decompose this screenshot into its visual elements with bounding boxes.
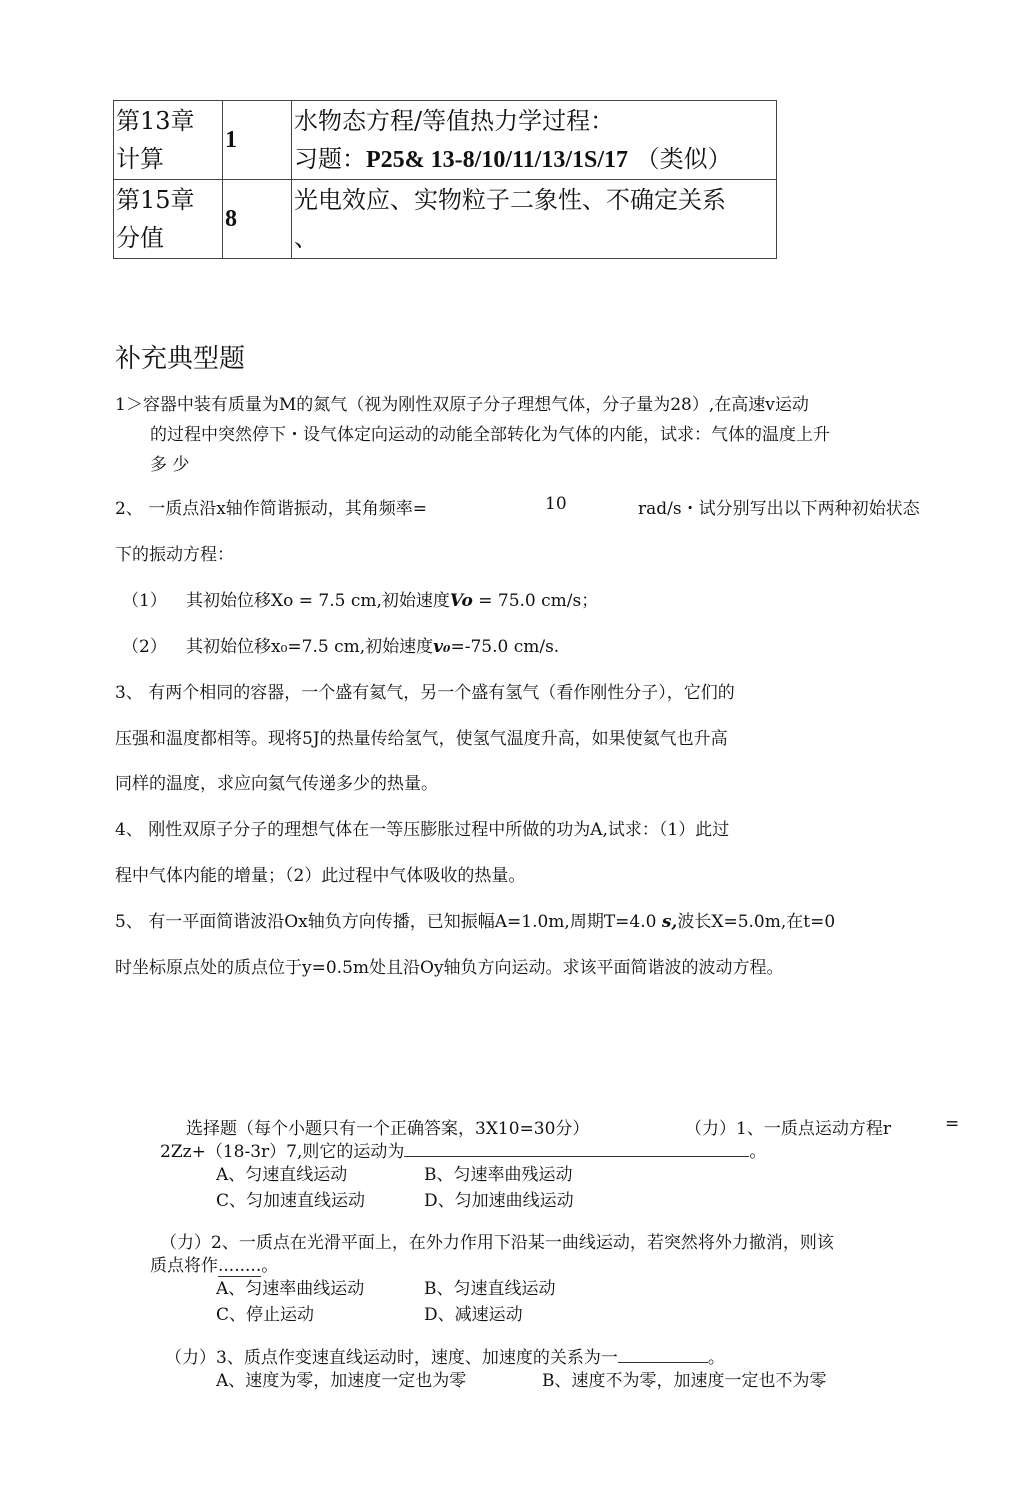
content-suffix: （类似）: [635, 144, 732, 173]
mc-q1-line-2: [160, 1137, 766, 1162]
question-text: 质点将作: [150, 1256, 218, 1276]
problem-1-line-1: 1＞容器中装有质量为M的氮气（视为刚性双原子分子理想气体，分子量为28）,在高速v运动: [115, 395, 809, 415]
subquestion-1: [186, 586, 598, 611]
subquestion-text: = 75.0 cm/s；: [472, 591, 599, 611]
problem-3-line-3: 同样的温度，求应向氦气传递多少的热量。: [115, 774, 438, 794]
mc-q3-line-1: [165, 1343, 725, 1368]
content-line: 水物态方程/等值热力学过程：: [294, 106, 615, 135]
option-b: B、速度不为零，加速度一定也不为零: [542, 1371, 827, 1391]
problem-2-line-1: 2、 一质点沿x轴作简谐振动，其角频率=: [115, 499, 428, 519]
option-c: C、匀加速直线运动: [216, 1191, 366, 1211]
question-end: 。: [261, 1256, 279, 1276]
table-row: [114, 180, 777, 259]
chapter-label: 第13章: [116, 107, 195, 135]
option-d: D、匀加速曲线运动: [424, 1191, 574, 1211]
problem-4-line-2: 程中气体内能的增量；（2）此过程中气体吸收的热量。: [115, 866, 526, 886]
option-a: A、匀速直线运动: [216, 1165, 348, 1185]
question-end: 。: [749, 1142, 767, 1162]
chapter-label: 第15章: [116, 186, 195, 214]
answer-blank[interactable]: [404, 1138, 749, 1157]
exercise-list: P25& 13-8/10/11/13/1S/17: [366, 146, 629, 173]
subquestion-text: 其初始位移Xo = 7.5 cm,初始速度: [186, 591, 450, 611]
subquestion-text: =-75.0 cm/s.: [450, 637, 560, 657]
subquestion-number: （1）: [122, 591, 167, 611]
problem-3-line-1: 3、 有两个相同的容器，一个盛有氦气，另一个盛有氢气（看作刚性分子），它们的: [115, 683, 735, 703]
problem-5-line-1: [115, 907, 835, 932]
problem-1-line-3: 多 少: [150, 455, 190, 475]
content-line: 、: [294, 224, 318, 252]
problem-4-line-1: 4、 刚性双原子分子的理想气体在一等压膨胀过程中所做的功为A,试求：（1）此过: [115, 820, 730, 840]
angular-frequency-value: 10: [545, 494, 567, 514]
question-text: （力）3、质点作变速直线运动时，速度、加速度的关系为一: [165, 1348, 618, 1368]
section-title: 补充典型题: [115, 344, 246, 374]
question-text: 2Zz+（18-3r）7,则它的运动为: [160, 1142, 405, 1162]
mc-q1-line-1: （力）1、一质点运动方程r: [685, 1119, 891, 1139]
table-row: [114, 101, 777, 180]
mc-q1-equals: =: [945, 1114, 960, 1134]
score-cell: 1: [223, 101, 292, 180]
problem-2-line-1-end: rad/s・试分别写出以下两种初始状态: [638, 499, 920, 519]
chapter-type: 计算: [116, 145, 164, 173]
velocity-symbol: Vo: [449, 591, 473, 611]
chapter-cell: [114, 101, 223, 180]
mc-header: 选择题（每个小题只有一个正确答案，3X10=30分）: [186, 1119, 590, 1139]
velocity-symbol: v₀: [433, 637, 451, 657]
answer-blank[interactable]: [618, 1344, 708, 1363]
option-b: B、匀速直线运动: [424, 1279, 556, 1299]
question-end: 。: [707, 1348, 725, 1368]
option-c: C、停止运动: [216, 1305, 315, 1325]
unit-symbol: s,: [661, 912, 678, 932]
subquestion-text: 其初始位移x₀=7.5 cm,初始速度: [186, 637, 434, 657]
content-line: 光电效应、实物粒子二象性、不确定关系: [294, 186, 726, 214]
chapter-table: [113, 100, 777, 259]
problem-3-line-2: 压强和温度都相等。现将5J的热量传给氢气，使氢气温度升高，如果使氦气也升高: [115, 729, 728, 749]
option-a: A、匀速率曲线运动: [216, 1279, 365, 1299]
score-cell: 8: [223, 180, 292, 259]
option-a: A、速度为零，加速度一定也为零: [216, 1371, 467, 1391]
answer-blank[interactable]: ........: [218, 1256, 262, 1276]
option-d: D、减速运动: [424, 1305, 523, 1325]
content-cell: [292, 180, 777, 259]
subquestion-number: （2）: [122, 637, 167, 657]
content-prefix: 习题：: [294, 144, 366, 173]
problem-text: 5、 有一平面简谐波沿Ox轴负方向传播，已知振幅A=1.0m,周期T=4.0: [115, 912, 662, 932]
chapter-cell: [114, 180, 223, 259]
content-cell: [292, 101, 777, 180]
content-line: [294, 140, 774, 179]
problem-text: 波长X=5.0m,在t=0: [677, 912, 836, 932]
option-b: B、匀速率曲残运动: [424, 1165, 573, 1185]
subquestion-2: [186, 632, 559, 657]
mc-q2-line-1: （力）2、一质点在光滑平面上，在外力作用下沿某一曲线运动，若突然将外力撤消，则该: [160, 1233, 834, 1253]
problem-2-line-2: 下的振动方程：: [115, 545, 234, 565]
problem-5-line-2: 时坐标原点处的质点位于y=0.5m处且沿Oy轴负方向运动。求该平面简谐波的波动方程。: [115, 958, 784, 978]
chapter-type: 分值: [116, 224, 164, 252]
problem-1-line-2: 的过程中突然停下・设气体定向运动的动能全部转化为气体的内能，试求：气体的温度上升: [150, 425, 830, 445]
